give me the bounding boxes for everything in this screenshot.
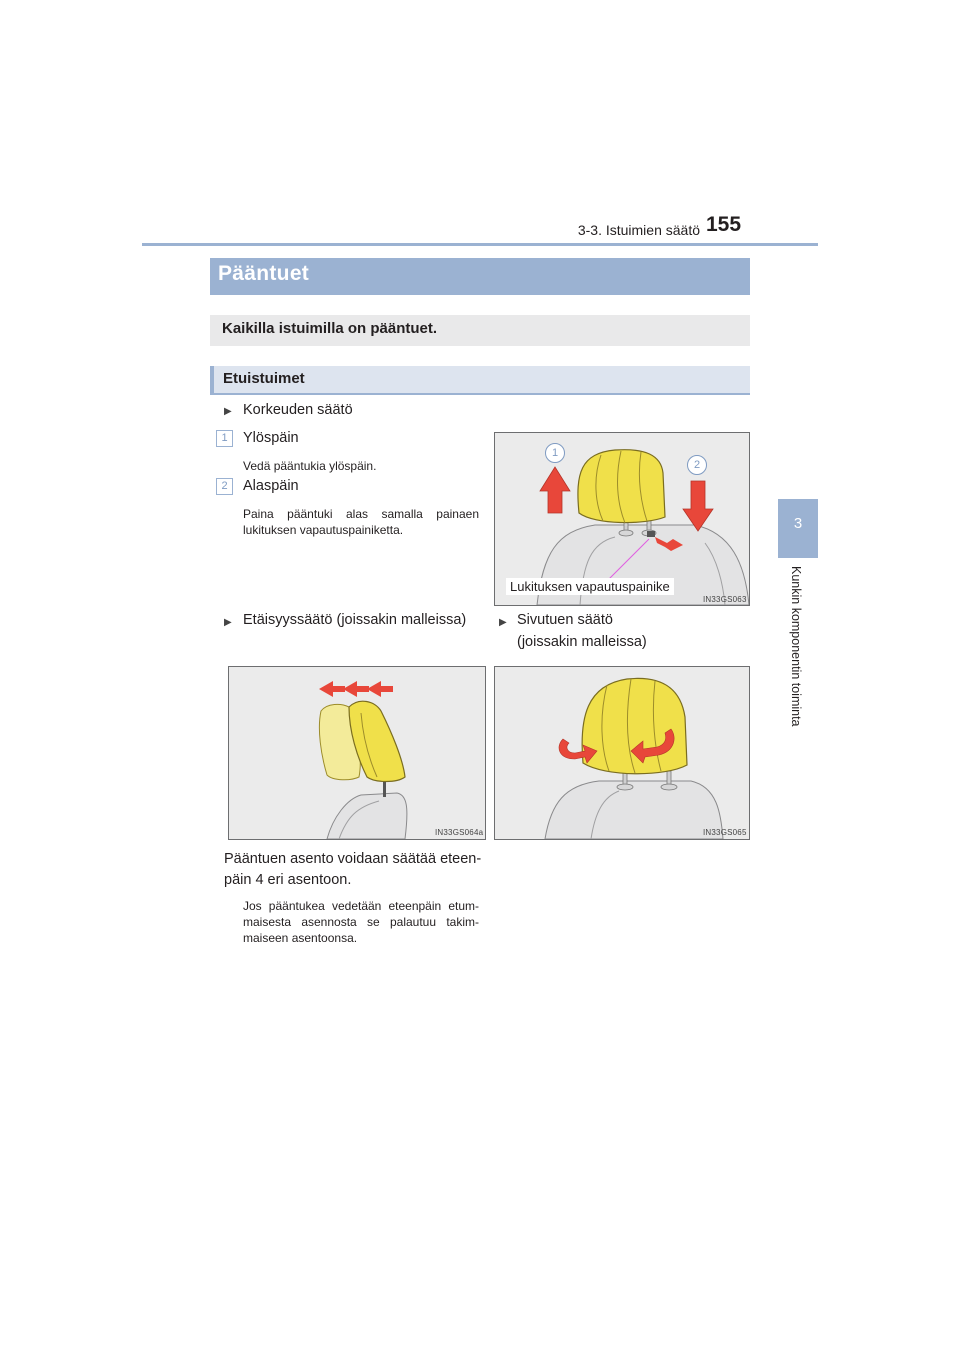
subsection-heading-text: Etuistuimet <box>223 370 305 387</box>
bullet-triangle-icon: ▶ <box>499 617 507 628</box>
step-number-1: 1 <box>216 430 233 447</box>
release-button-label: Lukituksen vapautuspainike <box>506 578 674 595</box>
step-2-text: Paina pääntuki alas samalla painaen lukituksen vapautuspainiketta. <box>243 507 479 537</box>
bullet-triangle-icon: ▶ <box>224 406 232 417</box>
chapter-tab[interactable]: 3 <box>778 499 818 558</box>
figure-callout-2: 2 <box>687 455 707 475</box>
step-1-title: Ylöspäin <box>243 430 299 446</box>
page-number: 155 <box>706 213 742 236</box>
step-number-2: 2 <box>216 478 233 495</box>
headrest-height-figure <box>494 432 750 606</box>
side-support-illustration <box>495 667 749 839</box>
section-title: 3-3. Istuimien säätö <box>577 222 700 238</box>
distance-note: Jos pääntukea vedetään eteenpäin etum- maisesta asennosta se palautuu takim- maiseen asentoonsa. <box>243 899 479 945</box>
distance-text-line1: Pääntuen asento voidaan säätää eteen- <box>224 851 482 867</box>
chapter-side-title-text: Kunkin komponentin toiminta <box>789 566 803 727</box>
subsection-heading <box>210 366 750 395</box>
chapter-side-title <box>785 566 805 766</box>
bullet-triangle-icon: ▶ <box>224 617 232 628</box>
header-rule <box>142 243 818 246</box>
headrest-distance-illustration <box>229 667 485 839</box>
step-1-text: Vedä pääntukia ylöspäin. <box>243 459 377 473</box>
section-heading <box>210 258 750 295</box>
headrest-distance-figure <box>228 666 486 840</box>
distance-adjust-heading: Etäisyyssäätö (joissakin malleissa) <box>243 612 467 628</box>
step-2-title: Alaspäin <box>243 478 299 494</box>
figure-code: IN33GS065 <box>703 828 747 837</box>
intro-text: Kaikilla istuimilla on pääntuet. <box>222 320 438 337</box>
side-support-figure <box>494 666 750 840</box>
side-support-heading: Sivutuen säätö <box>517 612 613 628</box>
intro-box <box>210 315 750 346</box>
figure-code: IN33GS063 <box>703 595 747 604</box>
distance-text-line2: päin 4 eri asentoon. <box>224 872 352 888</box>
figure-code: IN33GS064a <box>435 828 484 837</box>
subsection-bar <box>210 366 214 393</box>
side-support-heading-note: (joissakin malleissa) <box>517 634 647 650</box>
section-heading-text: Pääntuet <box>218 262 310 285</box>
height-adjust-heading: Korkeuden säätö <box>243 402 353 418</box>
figure-callout-1: 1 <box>545 443 565 463</box>
